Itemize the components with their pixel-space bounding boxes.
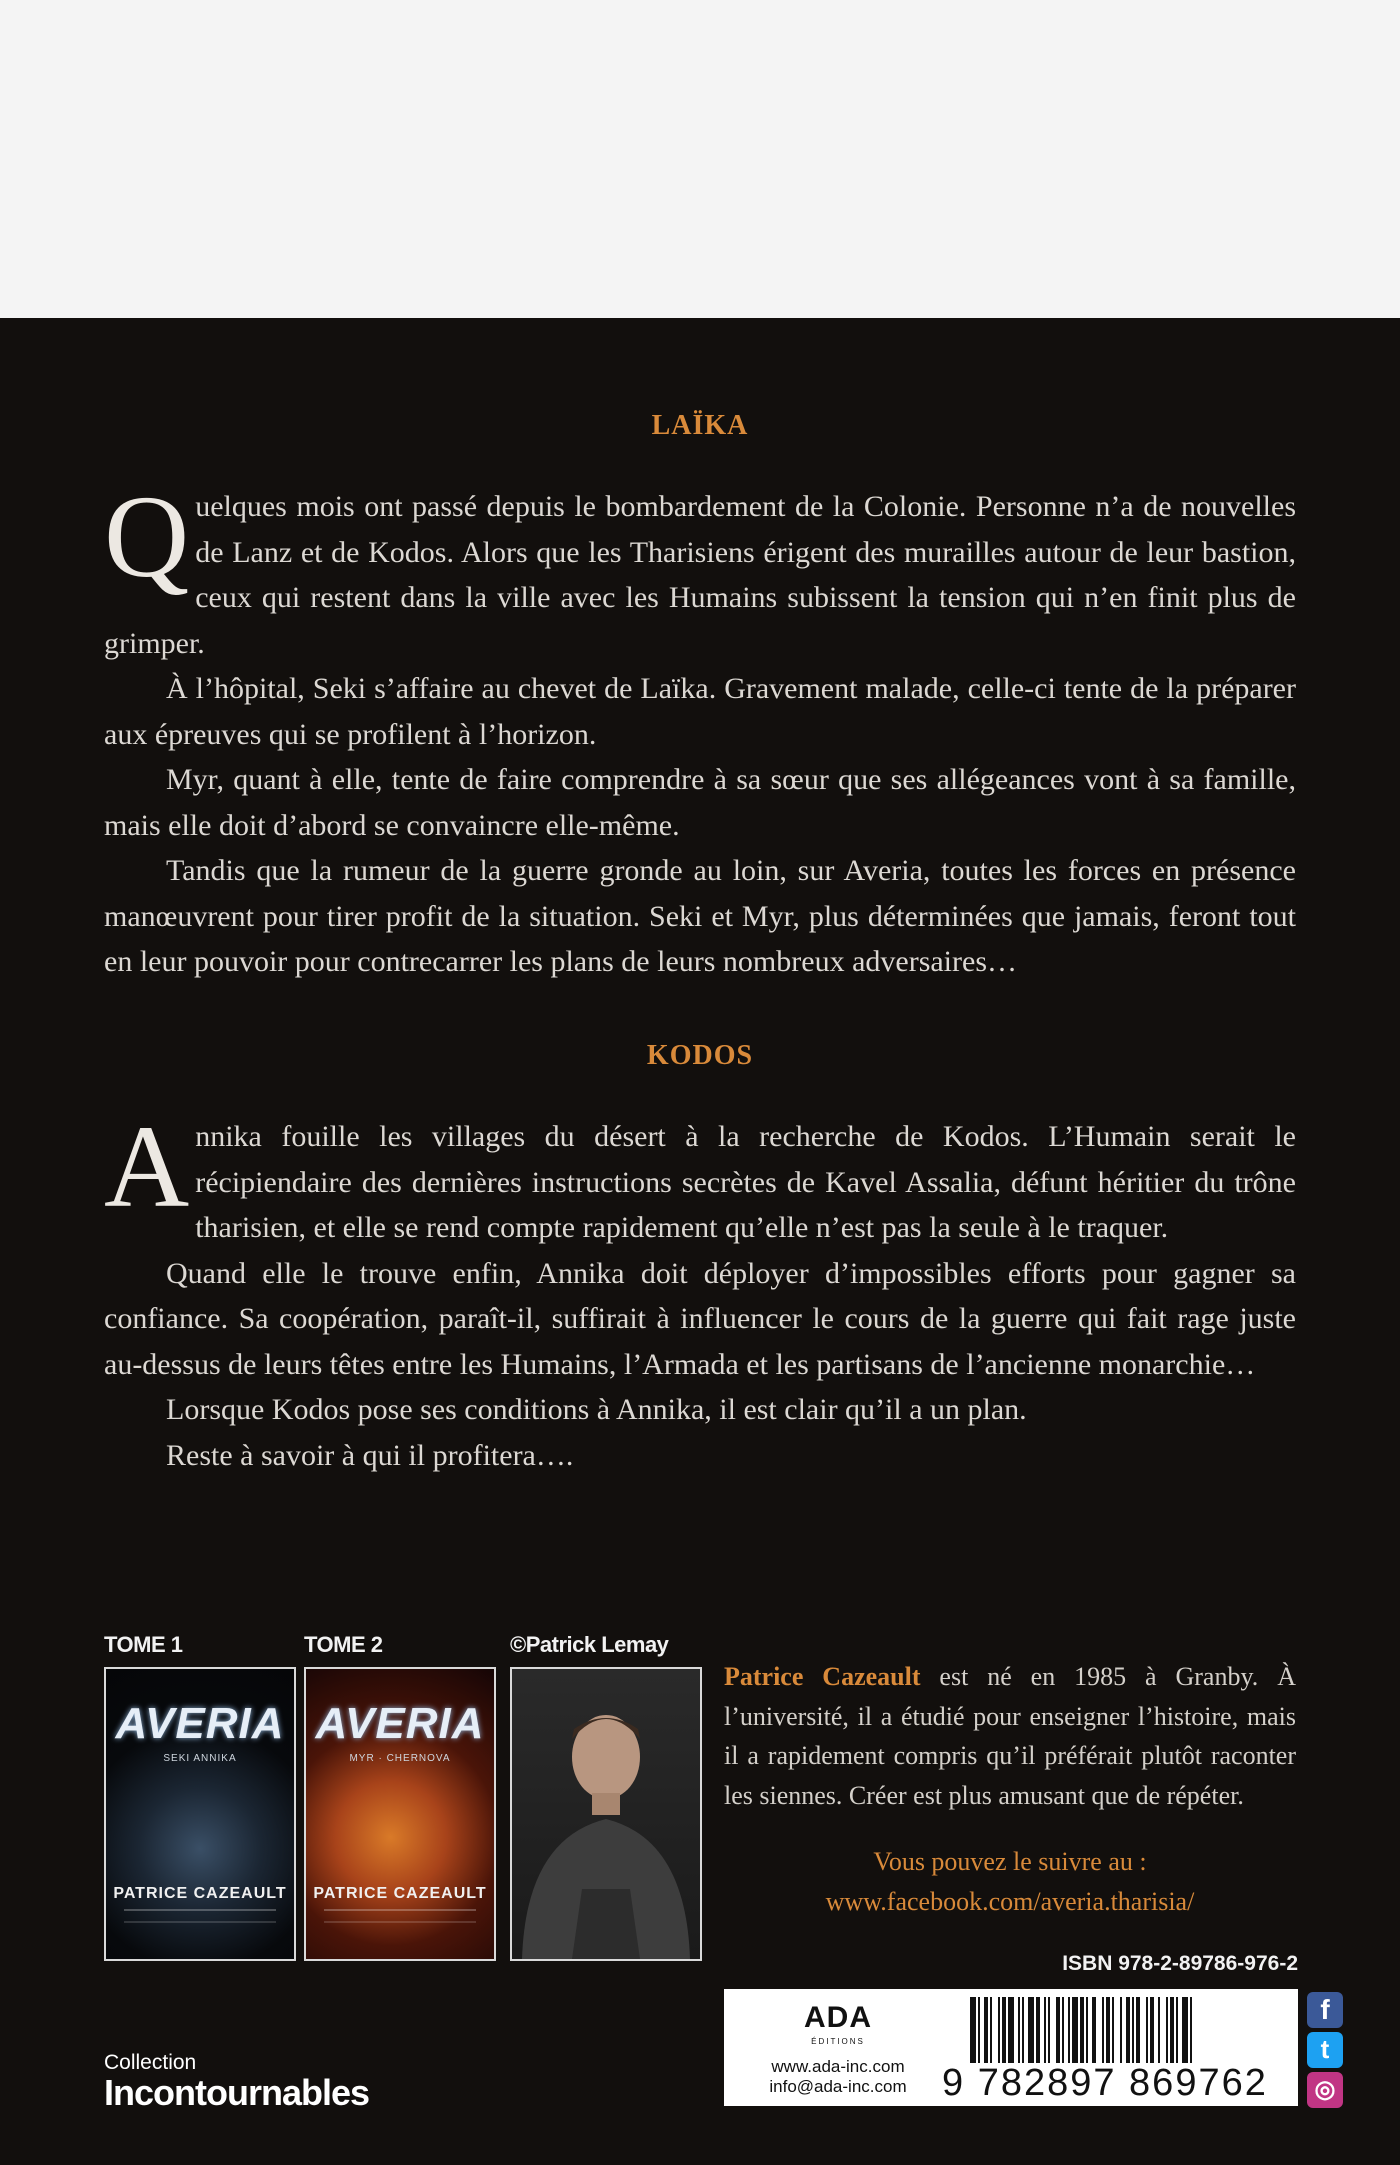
barcode-bar [1056,1997,1060,2063]
laika-paragraph-1-text: uelques mois ont passé depuis le bombardement de la Colonie. Personne n’a de nouvelles de Lanz et de Kodos. Alors que les Tharisiens érigent des murailles autour de leur bastion, ceux qui restent dans la ville avec les Humains subissent la tension qui n’en finit plus de grimper. [104,490,1296,660]
barcode-bar [1062,1997,1064,2063]
author-name: Patrice Cazeault [724,1662,921,1691]
barcode-bar [1190,1997,1192,2063]
publisher-contact [748,2057,928,2097]
barcode-bar [1150,1997,1154,2063]
tome-2-subtitle: MYR · CHERNOVA [349,1753,451,1764]
blank-top-area [0,0,1400,318]
barcode-bar [984,1997,988,2063]
tome-1-author: PATRICE CAZEAULT [113,1885,287,1902]
tome-1-subtitle: SEKI ANNIKA [163,1753,237,1764]
barcode-bar [1072,1997,1078,2063]
kodos-synopsis [104,1101,1296,1478]
laika-paragraph-4: Tandis que la rumeur de la guerre gronde au loin, sur Averia, toutes les forces en présence manœuvrent pour tirer profit de la situation. Seki et Myr, plus déterminées que jamais, feront tout en leur pouvoir pour contrecarrer les plans de leurs nombreux adversaires… [104,854,1296,978]
barcode-bar [1182,1997,1188,2063]
instagram-glyph: ◎ [1314,2076,1336,2103]
barcode-bar [1146,1997,1148,2063]
barcode-bar [1170,1997,1174,2063]
follow-text: Vous pouvez le suivre au : [873,1847,1147,1876]
laika-paragraph-2: À l’hôpital, Seki s’affaire au chevet de Laïka. Gravement malade, celle-ci tente de la préparer aux épreuves qui se profilent à l’horizon. [104,672,1296,751]
barcode-bar [1044,1997,1046,2063]
author-photo [510,1667,702,1961]
tome-2-author: PATRICE CAZEAULT [313,1885,487,1902]
barcode-bar [1002,1997,1006,2063]
tome-1-fine-print [124,1909,276,1923]
author-bio [724,1657,1296,1815]
barcode-bar [1018,1997,1020,2063]
tome-2-label: TOME 2 [304,1632,383,1657]
barcode-digits: 9 782897 869762 [942,2062,1268,2104]
tome-2-cover [304,1667,496,1961]
facebook-glyph: f [1320,1994,1330,2025]
tome-1-label: TOME 1 [104,1632,183,1657]
barcode-bar [1126,1997,1130,2063]
barcode-bar [970,1997,976,2063]
publisher-website[interactable]: www.ada-inc.com [771,2057,905,2076]
barcode-bar [1080,1997,1084,2063]
author-silhouette [512,1669,700,1959]
barcode-icon [970,1997,1270,2063]
barcode-bar [1086,1997,1088,2063]
kodos-paragraph-3: Lorsque Kodos pose ses conditions à Annika, il est clair qu’il a un plan. [166,1393,1027,1426]
barcode-bar [1092,1997,1096,2063]
barcode-bar [998,1997,1000,2063]
facebook-icon[interactable] [1307,1992,1343,2028]
author-bio-text: est né en 1985 à Granby. À l’université, il a étudié pour enseigner l’histoire, mais il a rapidement compris qu’il préférait plutôt raconter les siennes. Créer est plus amusant que de répéter. [724,1662,1296,1810]
barcode-bar [1022,1997,1024,2063]
barcode-bar [978,1997,980,2063]
barcode-bar [1028,1997,1034,2063]
barcode-bar [1166,1997,1168,2063]
instagram-icon[interactable] [1307,2072,1343,2108]
barcode-panel [724,1989,1298,2106]
isbn-text: ISBN 978-2-89786-976-2 [1062,1952,1298,1975]
tome-2-fine-print [324,1909,476,1923]
barcode-bar [1158,1997,1160,2063]
facebook-link[interactable]: www.facebook.com/averia.tharisia/ [825,1887,1195,1916]
tome-2-title-logo: AVERIA [315,1699,485,1748]
barcode-bar [1068,1997,1070,2063]
kodos-dropcap: A [104,1101,190,1232]
kodos-paragraph-4: Reste à savoir à qui il profitera…. [166,1438,574,1472]
kodos-paragraph-2: Quand elle le trouve enfin, Annika doit déployer d’impossibles efforts pour gagner sa confiance. Sa coopération, paraît-il, suffirait à influencer le cours de la guerre qui fait rage juste au-dessus de leurs têtes entre les Humains, l’Armada et les partisans de l’ancienne monarchie… [104,1256,1296,1381]
kodos-paragraph-1-text: nnika fouille les villages du désert à la recherche de Kodos. L’Humain serait le récipiendaire des dernières instructions secrètes de Kavel Assalia, défunt héritier du trône tharisien, et elle se rend compte rapidement qu’elle n’est pas la seule à le traquer. [195,1120,1296,1244]
publisher-email[interactable]: info@ada-inc.com [769,2077,907,2096]
barcode-bar [1008,1997,1014,2063]
barcode-bar [1106,1997,1110,2063]
publisher-logo: ADA [804,2001,872,2034]
kodos-paragraph-1 [104,1101,1296,1251]
barcode-bar [1102,1997,1104,2063]
tome-1-title-logo: AVERIA [115,1699,285,1748]
barcode-bar [1132,1997,1134,2063]
laika-paragraph-3: Myr, quant à elle, tente de faire comprendre à sa sœur que ses allégeances vont à sa famille, mais elle doit d’abord se convaincre elle-même. [104,763,1296,842]
barcode-bar [1120,1997,1122,2063]
laika-dropcap: Q [104,471,190,602]
publisher-editions: ÉDITIONS [811,2037,865,2046]
laika-synopsis [104,471,1296,985]
barcode-bar [1112,1997,1114,2063]
barcode-bar [1048,1997,1050,2063]
laika-section-title: LAÏKA [651,410,749,441]
kodos-section-title: KODOS [646,1040,754,1071]
photo-credit: ©Patrick Lemay [510,1632,669,1657]
barcode-bar [1176,1997,1178,2063]
barcode-bar [1136,1997,1140,2063]
barcode-bar [1036,1997,1040,2063]
collection-name: Incontournables [104,2072,370,2113]
twitter-icon[interactable] [1307,2032,1343,2068]
laika-paragraph-1 [104,471,1296,666]
twitter-glyph: t [1320,2034,1330,2064]
tome-1-cover [104,1667,296,1961]
collection-label: Collection [104,2051,197,2074]
collection-logo [104,2052,369,2112]
barcode-bar [990,1997,992,2063]
